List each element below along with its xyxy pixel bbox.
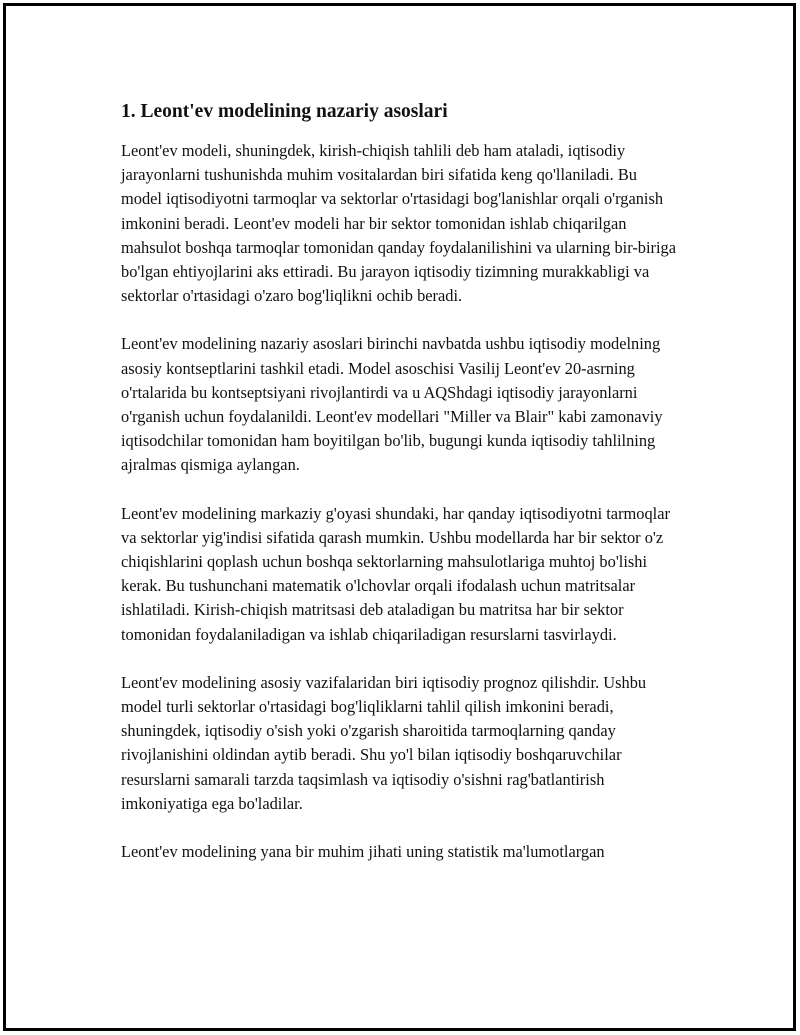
paragraph-2: Leont'ev modelining nazariy asoslari birinchi navbatda ushbu iqtisodiy modelning asosiy kontseptlarini tashkil etadi. Model asoschisi Vasilij Leont'ev 20-asrning o'rtalarida bu kontseptsiyani rivojlantirdi va u AQShdagi iqtisodiy jarayonlarni o'rganish uchun foydalanildi. Leont'ev modellari "Miller va Blair" kabi zamonaviy iqtisodchilar tomonidan ham boyitilgan bo'lib, bugungi kunda iqtisodiy tahlilning ajralmas qismiga aylangan. (121, 334, 663, 475)
paragraph-5: Leont'ev modelining yana bir muhim jihati uning statistik ma'lumotlargan (121, 842, 605, 862)
page-frame (3, 3, 796, 1031)
paragraph-1: Leont'ev modeli, shuningdek, kirish-chiqish tahlili deb ham ataladi, iqtisodiy jarayonlarni tushunishda muhim vositalardan biri sifatida keng qo'llaniladi. Bu model iqtisodiyotni tarmoqlar va sektorlar o'rtasidagi bog'lanishlar orqali o'rganish imkonini beradi. Leont'ev modeli har bir sektor tomonidan ishlab chiqarilgan mahsulot boshqa tarmoqlar tomonidan qanday foydalanilishini va ularning bir-biriga bo'lgan ehtiyojlarini aks ettiradi. Bu jarayon iqtisodiy tizimning murakkabligi va sektorlar o'rtasidagi o'zaro bog'liqlikni ochib beradi. (121, 141, 677, 306)
paragraph-3: Leont'ev modelining markaziy g'oyasi shundaki, har qanday iqtisodiyotni tarmoqlar va sektorlar yig'indisi sifatida qarash mumkin. Ushbu modellarda har bir sektor o'z chiqishlarini qoplash uchun boshqa sektorlarning mahsulotlariga muhtoj bo'lishi kerak. Bu tushunchani matematik o'lchovlar orqali ifodalash uchun matritsalar ishlatiladi. Kirish-chiqish matritsasi deb ataladigan bu matritsa har bir sektor tomonidan foydalaniladigan va ishlab chiqariladigan resurslarni tasvirlaydi. (121, 503, 670, 644)
paragraph-4: Leont'ev modelining asosiy vazifalaridan biri iqtisodiy prognoz qilishdir. Ushbu model turli sektorlar o'rtasidagi bog'liqliklarni tahlil qilish imkonini beradi, shuningdek, iqtisodiy o'sish yoki o'zgarish sharoitida tarmoqlarning qanday rivojlanishini oldindan aytib beradi. Shu yo'l bilan iqtisodiy boshqaruvchilar resurslarni samarali tarzda taqsimlash va iqtisodiy o'sishni rag'batlantirish imkoniyatiga ega bo'ladilar. (121, 672, 647, 813)
section-heading: 1. Leont'ev modelining nazariy asoslari (121, 101, 448, 122)
document-body (121, 99, 681, 888)
